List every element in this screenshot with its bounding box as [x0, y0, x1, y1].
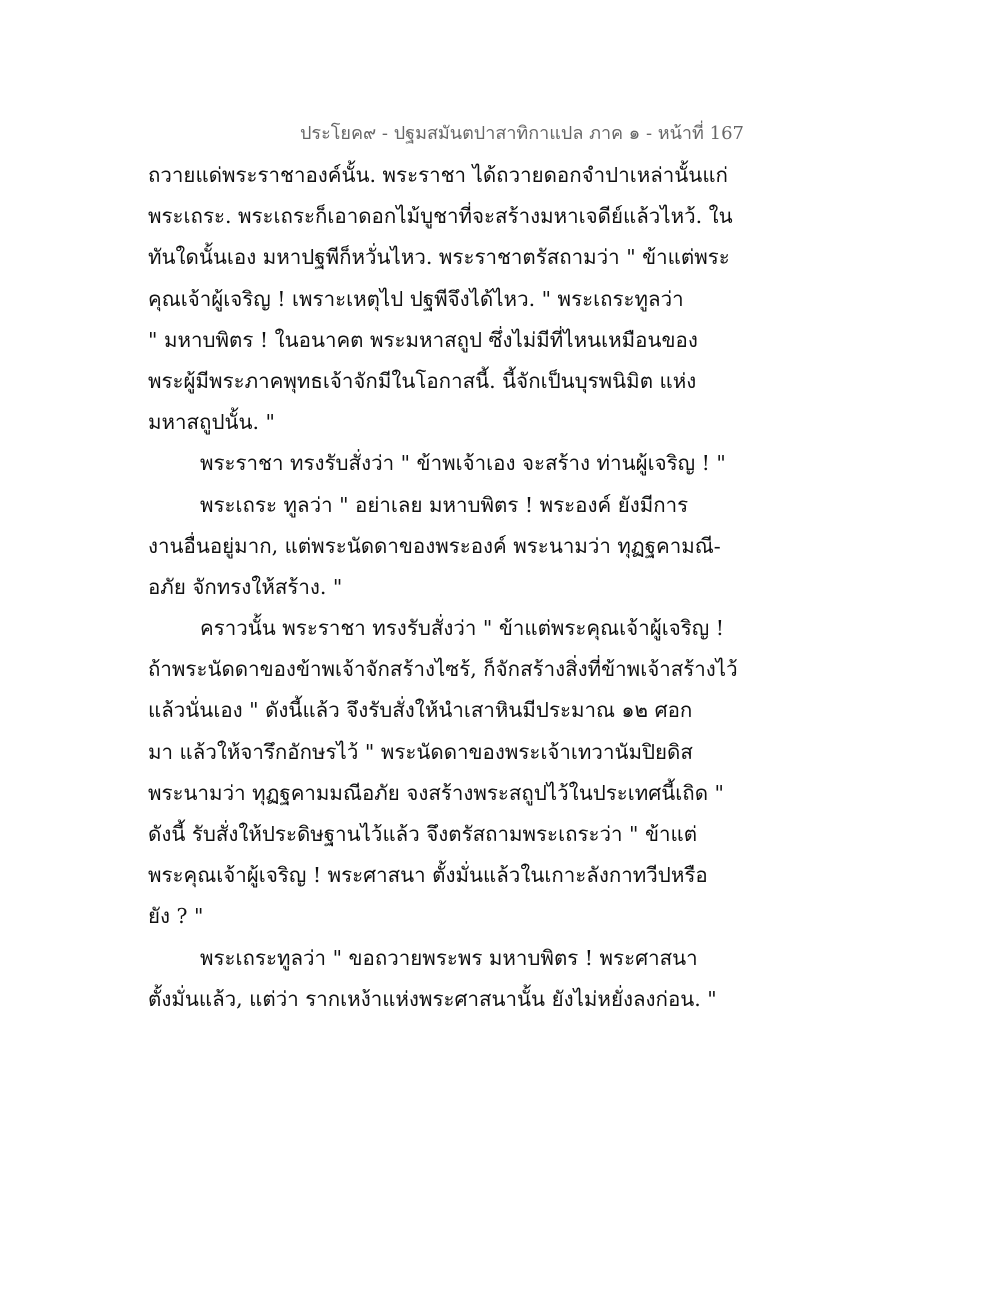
- text-line: ถ้าพระนัดดาของข้าพเจ้าจักสร้างไซร้, ก็จักสร้างสิ่งที่ข้าพเจ้าสร้างไว้: [148, 657, 738, 682]
- text-line: มา แล้วให้จารึกอักษรไว้ " พระนัดดาของพระเจ้าเทวานัมปิยดิส: [148, 739, 693, 764]
- text-line: คราวนั้น พระราชา ทรงรับสั่งว่า " ข้าแต่พระคุณเจ้าผู้เจริญ !: [200, 616, 724, 641]
- text-line: พระราชา ทรงรับสั่งว่า " ข้าพเจ้าเอง จะสร้าง ท่านผู้เจริญ ! ": [200, 451, 726, 476]
- text-line: ดังนี้ รับสั่งให้ประดิษฐานไว้แล้ว จึงตรัสถามพระเถระว่า " ข้าแต่: [148, 822, 698, 846]
- text-line: ตั้งมั่นแล้ว, แต่ว่า รากเหง้าแห่งพระศาสนานั้น ยังไม่หยั่งลงก่อน. ": [148, 986, 717, 1011]
- running-header: ประโยค๙ - ปฐมสมันตปาสาทิกาแปล ภาค ๑ - หน้าที่ 167: [300, 123, 744, 144]
- text-line: งานอื่นอยู่มาก, แต่พระนัดดาของพระองค์ พระนามว่า ทุฏฐคามณี-: [148, 533, 721, 558]
- text-line: มหาสถูปนั้น. ": [148, 410, 275, 435]
- text-line: พระนามว่า ทุฏฐคามมณีอภัย จงสร้างพระสถูปไว้ในประเทศนี้เถิด ": [148, 780, 724, 805]
- text-line: แล้วนั่นเอง " ดังนี้แล้ว จึงรับสั่งให้นำเสาหินมีประมาณ ๑๒ ศอก: [148, 698, 693, 723]
- body-text: [148, 155, 738, 1020]
- text-line: พระคุณเจ้าผู้เจริญ ! พระศาสนา ตั้งมั่นแล้วในเกาะลังกาทวีปหรือ: [148, 863, 708, 888]
- text-line: พระเถระ ทูลว่า " อย่าเลย มหาบพิตร ! พระองค์ ยังมีการ: [200, 492, 689, 517]
- text-line: พระเถระ. พระเถระก็เอาดอกไม้บูชาที่จะสร้างมหาเจดีย์แล้วไหว้. ใน: [148, 204, 733, 229]
- text-line: พระเถระทูลว่า " ขอถวายพระพร มหาบพิตร ! พระศาสนา: [200, 945, 698, 970]
- text-line: ทันใดนั้นเอง มหาปฐพีก็หวั่นไหว. พระราชาตรัสถามว่า " ข้าแต่พระ: [148, 245, 730, 270]
- text-line: คุณเจ้าผู้เจริญ ! เพราะเหตุไป ปฐพีจึงได้ไหว. " พระเถระทูลว่า: [148, 286, 684, 311]
- text-line: ถวายแด่พระราชาองค์นั้น. พระราชา ได้ถวายดอกจำปาเหล่านั้นแก่: [148, 163, 728, 187]
- text-line: ยัง ? ": [148, 904, 204, 929]
- text-line: " มหาบพิตร ! ในอนาคต พระมหาสถูป ซึ่งไม่มีที่ไหนเหมือนของ: [148, 327, 698, 352]
- text-line: อภัย จักทรงให้สร้าง. ": [148, 574, 343, 599]
- text-line: พระผู้มีพระภาคพุทธเจ้าจักมีในโอกาสนี้. นี้จักเป็นบุรพนิมิต แห่ง: [148, 368, 697, 393]
